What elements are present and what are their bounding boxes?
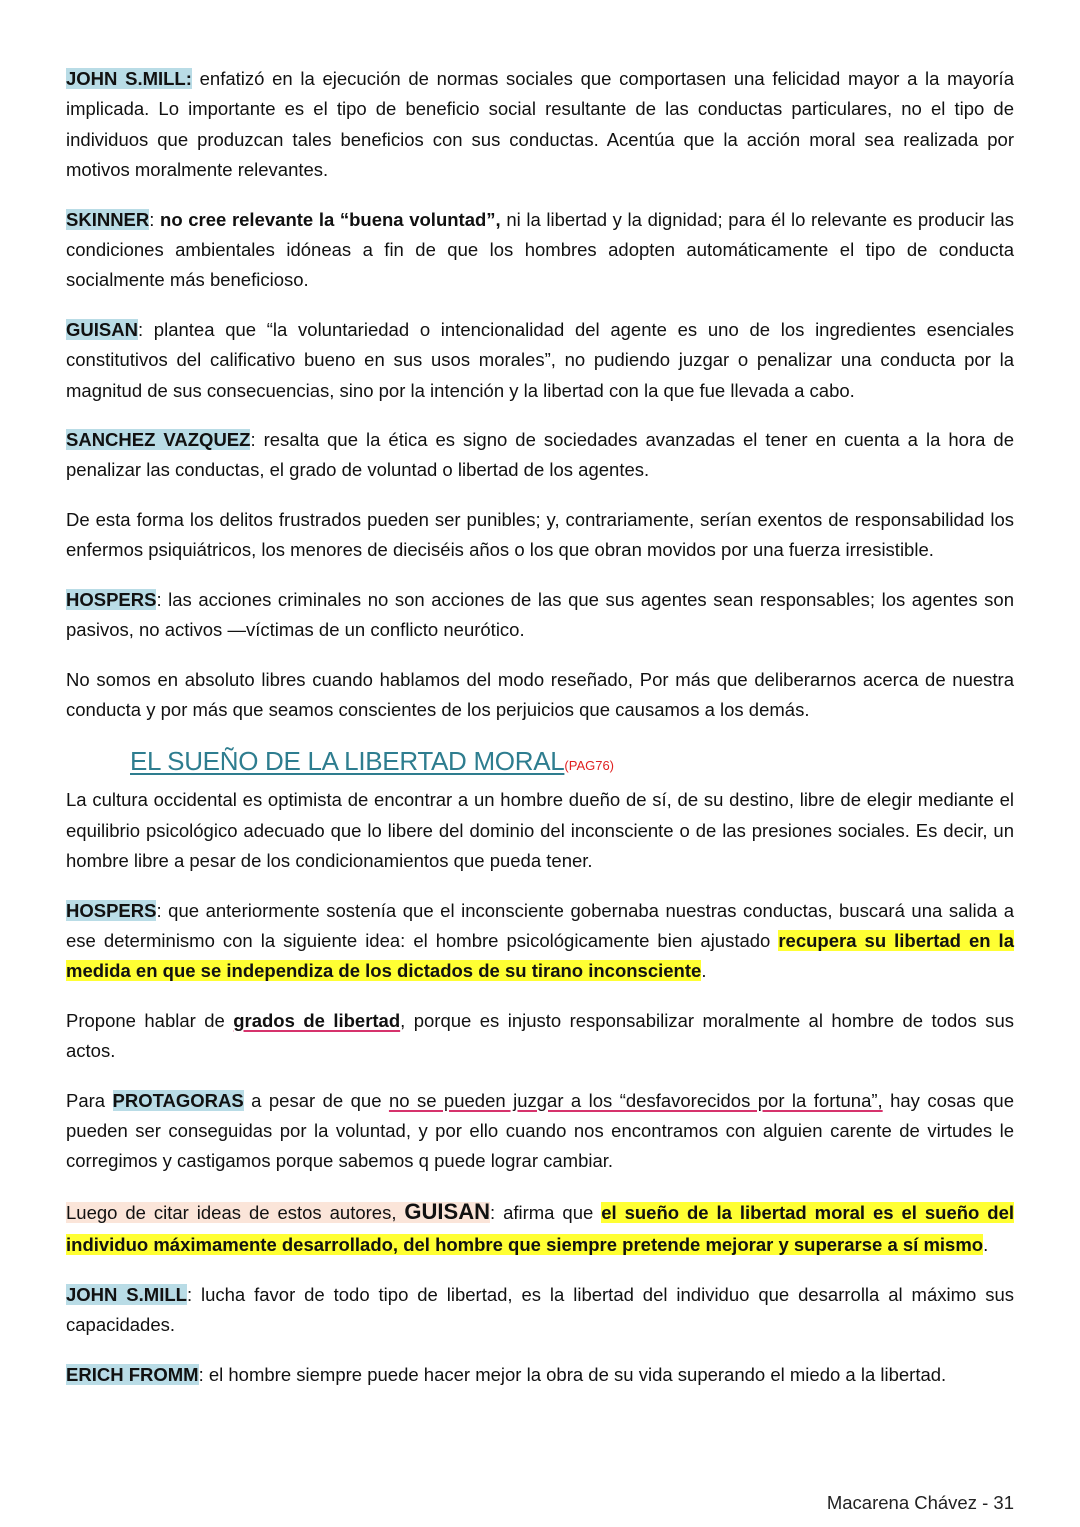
author-name: SANCHEZ VAZQUEZ	[66, 429, 251, 451]
author-name: HOSPERS	[66, 899, 157, 921]
bold-text: no cree relevante la “buena voluntad”,	[160, 208, 501, 230]
peach-highlight	[66, 1198, 490, 1224]
page-reference: (PAG76)	[564, 758, 615, 774]
paragraph-text: : resalta que la ética es signo de sociedades avanzadas el tener en cuenta a la hora de penalizar las conductas, el grado de voluntad o libertad de los agentes.	[66, 429, 1014, 481]
author-name: SKINNER	[66, 208, 150, 230]
author-name: PROTAGORAS	[112, 1089, 244, 1111]
paragraph-cultura: La cultura occidental es optimista de encontrar a un hombre dueño de sí, de su destino, libre de elegir mediante el equilibrio psicológico adecuado que lo libere del dominio del inconsciente o de las presiones sociales. Es decir, un hombre libre a pesar de los condicionamientos que pueda tener.	[66, 789, 1014, 872]
author-name: GUISAN	[66, 318, 138, 340]
underlined-text: grados de libertad	[233, 1009, 401, 1031]
document-page	[66, 64, 1014, 1409]
paragraph-text: ni la libertad y la dignidad; para él lo relevante es producir las condiciones ambientales idóneas a fin de que los hombres adopten automáticamente el tipo de conducta socialmente más beneficioso.	[66, 208, 1014, 291]
paragraph-text: hay cosas que pueden ser conseguidas por la voluntad, y por ello cuando nos encontramos con alguien carente de virtudes le corregimos y castigamos porque sabemos q puede lograr cambiar.	[66, 1089, 1015, 1172]
underlined-text: no se pueden juzgar a los “desfavorecidos por la fortuna”,	[388, 1089, 883, 1111]
paragraph-guisan-1	[66, 315, 1014, 406]
author-name: HOSPERS	[66, 588, 157, 610]
author-name: JOHN S.MILL	[66, 1283, 187, 1305]
paragraph-hospers-1	[66, 585, 1014, 646]
paragraph-sanchez-vazquez	[66, 425, 1014, 486]
author-name: ERICH FROMM	[66, 1363, 199, 1385]
paragraph-text: a pesar de que	[243, 1089, 389, 1111]
paragraph-text: : afirma que	[489, 1201, 602, 1223]
paragraph-mill-1	[66, 64, 1014, 186]
paragraph-delitos: De esta forma los delitos frustrados pueden ser punibles; y, contrariamente, serían exentos de responsabilidad los enfermos psiquiátricos, los menores de dieciséis años o los que obran movidos por una fuerza irresistible.	[66, 508, 1014, 561]
page-footer: Macarena Chávez - 31	[826, 1492, 1014, 1513]
paragraph-propone	[66, 1006, 1014, 1067]
section-heading	[130, 744, 1014, 783]
paragraph-text: Para	[66, 1089, 113, 1111]
paragraph-text: Luego de citar ideas de estos autores,	[66, 1201, 405, 1223]
paragraph-text: : el hombre siempre puede hacer mejor la obra de su vida superando el miedo a la libertad.	[198, 1363, 947, 1385]
paragraph-fromm	[66, 1360, 1014, 1390]
paragraph-skinner	[66, 205, 1014, 296]
heading-title: EL SUEÑO DE LA LIBERTAD MORAL	[130, 746, 565, 777]
period: .	[701, 960, 707, 982]
paragraph-text: , porque es injusto responsabilizar moralmente al hombre de todos sus actos.	[66, 1009, 1014, 1062]
period: .	[983, 1233, 989, 1255]
paragraph-text: : lucha favor de todo tipo de libertad, es la libertad del individuo que desarrolla al máximo sus capacidades.	[66, 1283, 1014, 1336]
author-name: JOHN S.MILL:	[66, 68, 192, 89]
paragraph-text: Propone hablar de	[66, 1009, 234, 1031]
highlighted-text: el sueño de la libertad moral es el sueño del individuo máximamente desarrollado, del hombre que siempre pretende mejorar y superarse a sí mismo	[66, 1201, 1015, 1255]
paragraph-hospers-2	[66, 896, 1014, 987]
highlighted-text: recupera su libertad en la medida en que se independiza de los dictados de su tirano inconsciente	[66, 929, 1014, 982]
paragraph-mill-2	[66, 1280, 1014, 1341]
paragraph-protagoras	[66, 1086, 1014, 1177]
paragraph-text: enfatizó en la ejecución de normas sociales que comportasen una felicidad mayor a la mayoría implicada. Lo importante es el tipo de beneficio social resultante de las conductas particulares, no el tipo de individuos que produzcan tales beneficios con sus conductas. Acentúa que la acción moral sea realizada por motivos moralmente relevantes.	[66, 68, 1014, 181]
paragraph-no-somos: No somos en absoluto libres cuando hablamos del modo reseñado, Por más que deliberarnos acerca de nuestra conducta y por más que seamos conscientes de los perjuicios que causamos a los demás.	[66, 668, 1014, 720]
paragraph-text: : que anteriormente sostenía que el inconsciente gobernaba nuestras conductas, buscará una salida a ese determinismo con la siguiente idea: el hombre psicológicamente bien ajustado	[66, 899, 1014, 951]
paragraph-guisan-2	[66, 1196, 1014, 1261]
author-name: GUISAN	[404, 1198, 490, 1224]
paragraph-text: : las acciones criminales no son acciones de las que sus agentes sean responsables; los agentes son pasivos, no activos —víctimas de un conflicto neurótico.	[66, 588, 1014, 641]
paragraph-text: : plantea que “la voluntariedad o intencionalidad del agente es uno de los ingredientes esenciales constitutivos del calificativo bueno en sus usos morales”, no pudiendo juzgar o penalizar una conducta por la magnitud de sus consecuencias, sino por la intención y la libertad con la que fue llevada a cabo.	[66, 318, 1014, 401]
colon: :	[149, 208, 161, 230]
